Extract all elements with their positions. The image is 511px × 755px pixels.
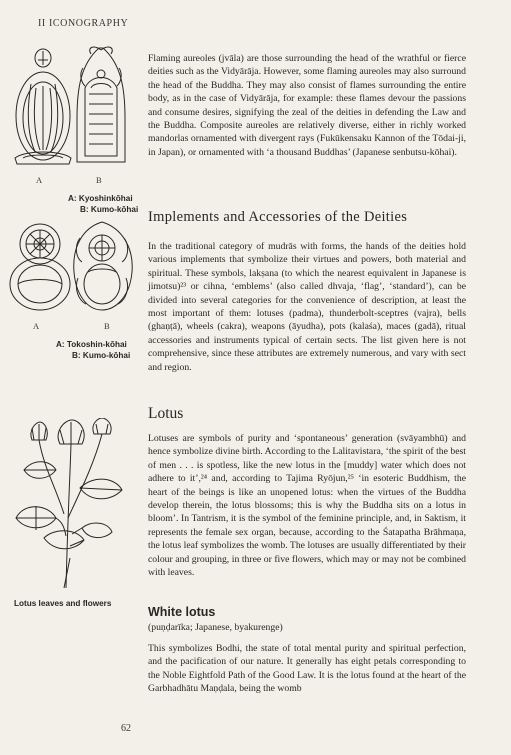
fig2-label-b: B bbox=[104, 321, 110, 331]
main-text-block-3 bbox=[148, 432, 466, 579]
section-heading-implements: Implements and Accessories of the Deities bbox=[148, 209, 408, 225]
fig3-caption: Lotus leaves and flowers bbox=[14, 599, 112, 608]
aureole-drawing-2 bbox=[2, 218, 142, 314]
paragraph-flaming-aureoles: Flaming aureoles (jvāla) are those surrounding the head of the wrathful or fierce deities such as the Vidyārāja. However, some flaming aureoles may also surround the head of the Buddha. They may also consist of flames surrounding the entire body, as in the case of Vidyārāja, for example: these flames devour the passions and consume desires, signifying the zeal of the deities in defending the Law and the Buddha. Composite aureoles are relatively diverse, either in richly worked mandorlas ornamented with divergent rays (Fukūkensaku Kannon of the Tōdai-ji, in Japan), or ornamented with ‘a thousand Buddhas’ (Japanese senbutsu-kōhai). bbox=[148, 53, 466, 158]
fig1-label-a: A bbox=[36, 175, 43, 185]
fig2-caption-b: B: Kumo-kōhai bbox=[72, 351, 131, 360]
page-number: 62 bbox=[121, 723, 131, 734]
white-lotus-subtitle: (puṇḍarīka; Japanese, byakurenge) bbox=[148, 622, 283, 633]
figure-column bbox=[0, 0, 142, 755]
main-text-block-4 bbox=[148, 642, 466, 696]
fig1-label-b: B bbox=[96, 175, 102, 185]
paragraph-lotus: Lotuses are symbols of purity and ‘spontaneous’ generation (svāyambhū) and hence symbolize divine birth. According to the Lalitavistara, ‘the spirit of the best of men . . . is spotless, like the new lotus in the [muddy] water which does not adhere to it’,²⁴ and, according to Tajima Ryōjun,²⁵ ‘in esoteric Buddhism, the heart of the beings is like an unopened lotus: when the virtues of the Buddha develop therein, the lotus blossoms; this is why the Buddha sits on a lotus in bloom’. In Tantrism, it is the symbol of the feminine principle, and, in Saktism, it represents the female sex organ, because, according to the Śatapatha Brāhmaṇa, the lotus leaf symbolizes the womb. The lotuses are usually differentiated by their colour and grouping, in three or five flowers, which may or may not be combined with leaves. bbox=[148, 433, 466, 579]
lotus-drawing bbox=[14, 418, 126, 594]
fig1-caption-b: B: Kumo-kōhai bbox=[80, 205, 139, 214]
main-text-block-2 bbox=[148, 240, 466, 374]
paragraph-white-lotus: This symbolizes Bodhi, the state of total mental purity and spiritual perfection, and the pacification of our nature. It generally has eight petals corresponding to the Noble Eightfold Path of the Good Law. It is the lotus found at the heart of the Garbhadhātu Maṇḍala, being the womb bbox=[148, 643, 466, 695]
fig2-caption-a: A: Tokoshin-kōhai bbox=[56, 340, 127, 349]
subsection-heading-white-lotus: White lotus bbox=[148, 605, 216, 619]
aureole-figure-1 bbox=[3, 38, 141, 170]
lotus-figure bbox=[14, 418, 126, 594]
aureole-drawing-1 bbox=[3, 38, 141, 170]
fig2-label-a: A bbox=[33, 321, 40, 331]
section-heading-lotus: Lotus bbox=[148, 405, 184, 422]
aureole-figure-2 bbox=[2, 218, 142, 314]
fig1-caption-a: A: Kyoshinkōhai bbox=[68, 194, 133, 203]
running-head: II ICONOGRAPHY bbox=[38, 18, 129, 29]
paragraph-implements: In the traditional category of mudrās with forms, the hands of the deities hold various implements that symbolize their virtues and powers, both material and spiritual. These symbols, lakṣana (to which the nearest equivalent in Japanese is jimotsu)²³ or cihna, ‘emblems’ (also called dhvaja, ‘flag’, ‘standard’), can be divided into several categories for the convenience of description, at least the most important of them: lotuses (padma), thunderbolt-sceptres (vajra), bells (ghaṇṭā), wheels (cakra), weapons (āyudha), pots (kalaśa), maces (gadā), ritual accessories and instruments typical of certain sects. The list given here is not comprehensive, since these attributes are extremely numerous, and vary with sect and region. bbox=[148, 241, 466, 373]
main-text-block-1 bbox=[148, 52, 466, 159]
